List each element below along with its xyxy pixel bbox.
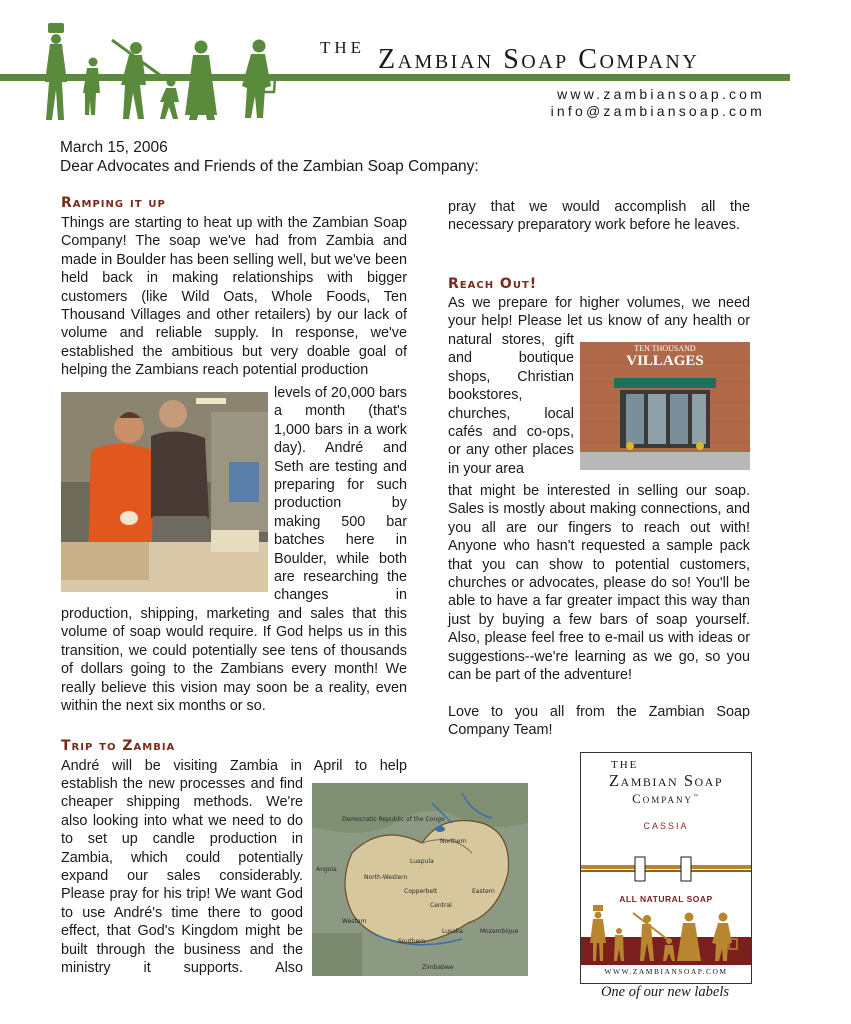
store-sign-line1: Ten Thousand	[634, 344, 696, 353]
map-label: Democratic Republic of the Congo	[342, 816, 445, 823]
map-label: Mozambique	[480, 928, 519, 935]
label-people-silhouettes-icon	[581, 903, 751, 965]
map-label: Central	[430, 902, 452, 909]
letter-date: March 15, 2006	[60, 139, 168, 156]
reach-body: that might be interested in selling our soap. Sales is mostly about making connections, and you all are our fingers to reach out with! Anyone who hasn't requested a sample pack that you can show to potential customers, churches or advocates, please do so! You'll be able to have a far greater impact this way than just by buying a few bars of soap yourself. Also, please feel free to e-mail us with ideas or suggestions--we're learning as we go, so you can be part of the adventure!	[448, 483, 750, 684]
letter-greeting: Dear Advocates and Friends of the Zambian Soap Company:	[60, 158, 479, 175]
photo-ten-thousand-villages-store	[580, 342, 750, 470]
reach-paragraph	[448, 482, 750, 740]
email-link[interactable]: info@zambiansoap.com	[550, 103, 765, 119]
contact-block	[551, 86, 765, 120]
store-sign-line2: Villages	[626, 353, 704, 369]
reach-wrap-text: natural stores, gift and boutique shops, Christian bookstores, churches, local cafés and co-ops, or any other places in your area	[448, 332, 574, 477]
label-scent: CASSIA	[643, 821, 689, 831]
map-label: Northern	[440, 838, 467, 845]
map-label: Lusaka	[442, 928, 463, 935]
map-label: Western	[342, 918, 367, 925]
map-label: North-Western	[364, 874, 408, 881]
label-line2: Company	[632, 791, 693, 806]
website-link[interactable]: www.zambiansoap.com	[557, 86, 765, 102]
label-the: THE	[611, 759, 639, 771]
ramping-wrap-text: levels of 20,000 bars a month (that's 1,000 bars in a work day). André and Seth are testing and preparing for such production by making 500 bar batches here in Boulder, while both are researching the changes in	[274, 385, 407, 604]
label-bamboo-icon	[581, 853, 751, 889]
reach-intro: As we prepare for higher volumes, we need your help! Please let us know of any health or	[448, 295, 750, 330]
label-line1: Zambian Soap	[608, 771, 724, 790]
map-label: Zimbabwe	[422, 964, 454, 971]
trip-first-line: André will be visiting Zambia in April to help	[61, 758, 407, 774]
map-of-zambia	[312, 783, 528, 976]
section-heading-trip: Trip to Zambia	[61, 738, 176, 754]
label-caption: One of our new labels	[600, 984, 730, 1000]
label-website: WWW.ZAMBIANSOAP.COM	[604, 967, 728, 976]
section-heading-reach: Reach Out!	[448, 276, 538, 292]
brand-the: THE	[320, 38, 366, 57]
people-silhouettes-icon	[40, 20, 280, 125]
trip-wrap-text: establish the new processes and find cheaper shipping methods. We're also looking into what we need to do to set up candle production in Zambia, which could potentially expand our sales considerably. Please pray for his trip! We want God to use André's time there to good effect, that God's Kingdom might be built through the business and the ministry it supports. Also	[61, 776, 303, 977]
map-label: Copperbelt	[404, 888, 438, 895]
map-label: Luapula	[410, 858, 434, 865]
trademark-symbol: ™	[692, 794, 700, 800]
letter-closing: Love to you all from the Zambian Soap Company Team!	[448, 703, 750, 739]
ramping-paragraph-1: Things are starting to heat up with the Zambian Soap Company! The soap we've had from Zambia and made in Boulder has been selling well, but we've been held back in making relationships with bigger customers (like Wild Oats, Whole Foods, Ten Thousand Villages and other retailers) by our lack of volume and reliable supply. In response, we've established the ambitious but very doable goal of helping the Zambians reach potential production	[61, 215, 407, 379]
label-tagline: ALL NATURAL SOAP	[619, 894, 713, 904]
photo-testing-soap	[61, 392, 268, 592]
product-label	[580, 752, 752, 984]
map-label: Angola	[316, 866, 337, 873]
ramping-paragraph-2: production, shipping, marketing and sales that this volume of soap would require. If God helps us in this transition, we could potentially see tens of thousands of dollars going to the Zambians every month! We really believe this vision may soon be a reality, even within the next six months or so.	[61, 606, 407, 715]
brand-name: Zambian Soap Company	[378, 44, 700, 75]
map-label: Eastern	[472, 888, 495, 895]
map-label: Southern	[398, 938, 426, 945]
section-heading-ramping: Ramping it up	[61, 195, 166, 211]
continuation-paragraph: pray that we would accomplish all the necessary preparatory work before he leaves.	[448, 199, 750, 234]
